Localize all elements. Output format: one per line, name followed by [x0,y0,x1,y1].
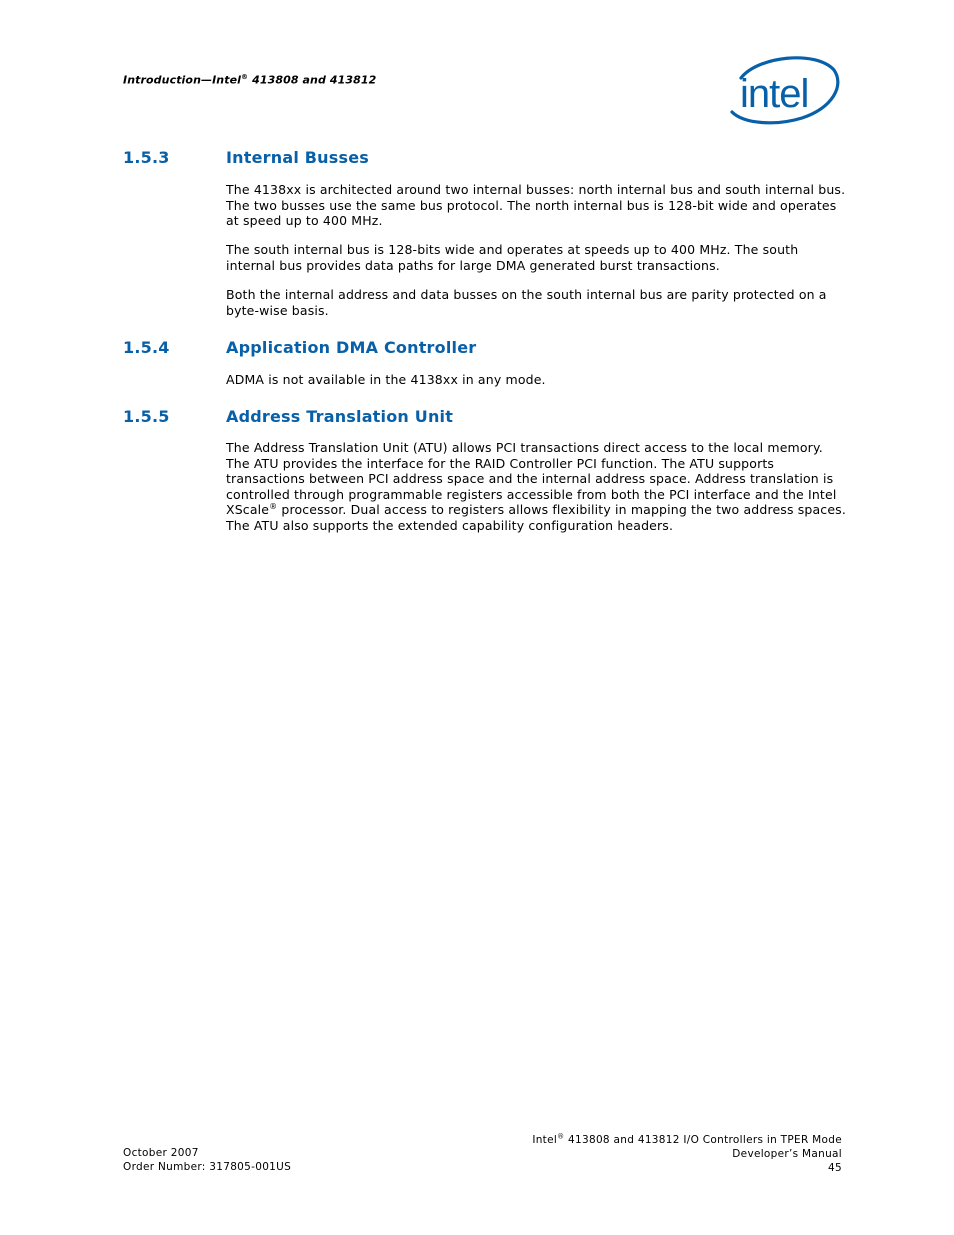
section-heading-internal-busses: 1.5.3 Internal Busses [123,148,369,167]
svg-text:intel: intel [740,72,809,116]
running-head: Introduction—Intel® 413808 and 413812 [123,73,377,87]
page-number: 45 [828,1162,842,1174]
footer-order-number: Order Number: 317805-001US [123,1161,292,1173]
footer-date: October 2007 [123,1147,199,1159]
paragraph: The south internal bus is 128-bits wide and operates at speeds up to 400 MHz. The south internal bus provides data paths for large DMA generated burst transactions. [226,242,799,273]
paragraph: The 4138xx is architected around two internal busses: north internal bus and south internal bus. The two busses use the same bus protocol. The north internal bus is 128-bit wide and operates at speed up to 400 MHz. [226,182,846,229]
footer-right [532,1133,842,1175]
section-heading-application-dma-controller: 1.5.4 Application DMA Controller [123,338,477,357]
paragraph: Both the internal address and data busses on the south internal bus are parity protected on a byte-wise basis. [226,287,827,318]
section-heading-address-translation-unit: 1.5.5 Address Translation Unit [123,407,454,426]
footer-doc-title: Intel® 413808 and 413812 I/O Controllers in TPER Mode [532,1132,842,1146]
paragraph: ADMA is not available in the 4138xx in any mode. [226,372,546,387]
footer-doc-type: Developer’s Manual [732,1148,842,1160]
intel-logo [724,48,842,128]
registered-mark: ® [241,73,249,81]
footer-left [123,1146,291,1174]
registered-mark: ® [269,502,278,512]
paragraph: The Address Translation Unit (ATU) allows PCI transactions direct access to the local memory. The ATU provides the interface for the RAID Controller PCI function. The ATU supports transactions between PCI address space and the internal address space. Address translation is controlled through programmable registers accessible from both the PCI interface and the Intel XScale® processor. Dual access to registers allows flexibility in mapping the two address spaces. The ATU also supports the extended capability configuration headers. [226,440,846,533]
registered-mark: ® [557,1132,565,1141]
